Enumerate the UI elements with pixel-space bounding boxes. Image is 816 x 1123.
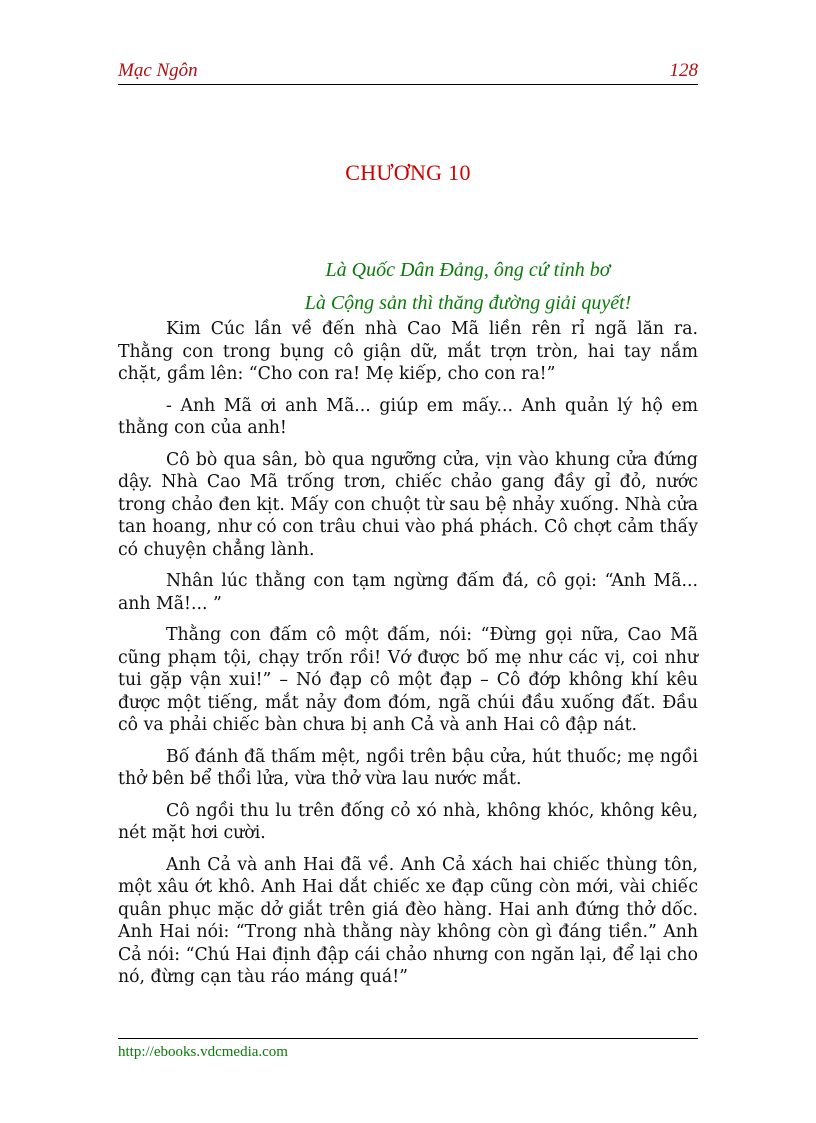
paragraph: Cô ngồi thu lu trên đống cỏ xó nhà, không khóc, không kêu, nét mặt hơi cười. [118,800,698,843]
footer-url[interactable]: http://ebooks.vdcmedia.com [118,1044,288,1060]
paragraph: Cô bò qua sân, bò qua ngưỡng cửa, vịn vào khung cửa đứng dậy. Nhà Cao Mã trống trơn, chiếc chảo gang đầy gỉ đỏ, nước trong chảo đen kịt. Mấy con chuột từ sau bệ nhảy xuống. Nhà cửa tan hoang, như có con trâu chui vào phá phách. Cô chợt cảm thấy có chuyện chẳng lành. [118,449,698,560]
header-author: Mạc Ngôn [118,60,198,81]
epigraph-line: Là Cộng sản thì thăng đường giải quyết! [304,292,632,314]
paragraph: Anh Cả và anh Hai đã về. Anh Cả xách hai chiếc thùng tôn, một xâu ớt khô. Anh Hai dắt chiếc xe đạp cũng còn mới, vài chiếc quân phục mặc dở giắt trên giá đèo hàng. Hai anh đứng thở dốc. Anh Hai nói: “Trong nhà thằng này không còn gì đáng tiền.” Anh Cả nói: “Chú Hai định đập cái chảo nhưng con ngăn lại, để lại cho nó, đừng cạn tàu ráo máng quá!” [118,854,698,987]
paragraph: - Anh Mã ơi anh Mã... giúp em mấy... Anh quản lý hộ em thằng con của anh! [118,395,698,438]
epigraph-line: Là Quốc Dân Đảng, ông cứ tỉnh bơ [325,259,611,281]
chapter-title: CHƯƠNG 10 [345,160,471,185]
page-header [118,60,698,85]
header-page-number: 128 [669,60,698,81]
body-text [118,318,698,998]
paragraph: Kim Cúc lần về đến nhà Cao Mã liền rên rỉ ngã lăn ra. Thằng con trong bụng cô giận dữ, mắt trợn tròn, hai tay nắm chặt, gầm lên: “Cho con ra! Mẹ kiếp, cho con ra!” [118,319,698,384]
epigraph [118,254,698,320]
paragraph: Bố đánh đã thấm mệt, ngồi trên bậu cửa, hút thuốc; mẹ ngồi thở bên bể thổi lửa, vừa thở vừa lau nước mắt. [118,746,698,789]
footer-rule [118,1038,698,1039]
paragraph: Thằng con đấm cô một đấm, nói: “Đừng gọi nữa, Cao Mã cũng phạm tội, chạy trốn rồi! Vớ được bố mẹ như các vị, coi như tui gặp vận xui!” – Nó đạp cô một đạp – Cô đớp không khí kêu được một tiếng, mắt nảy đom đóm, ngã chúi đầu xuống đất. Đầu cô va phải chiếc bàn chưa bị anh Cả và anh Hai cô đập nát. [118,625,698,735]
paragraph: Nhân lúc thằng con tạm ngừng đấm đá, cô gọi: “Anh Mã... anh Mã!... ” [118,571,698,614]
